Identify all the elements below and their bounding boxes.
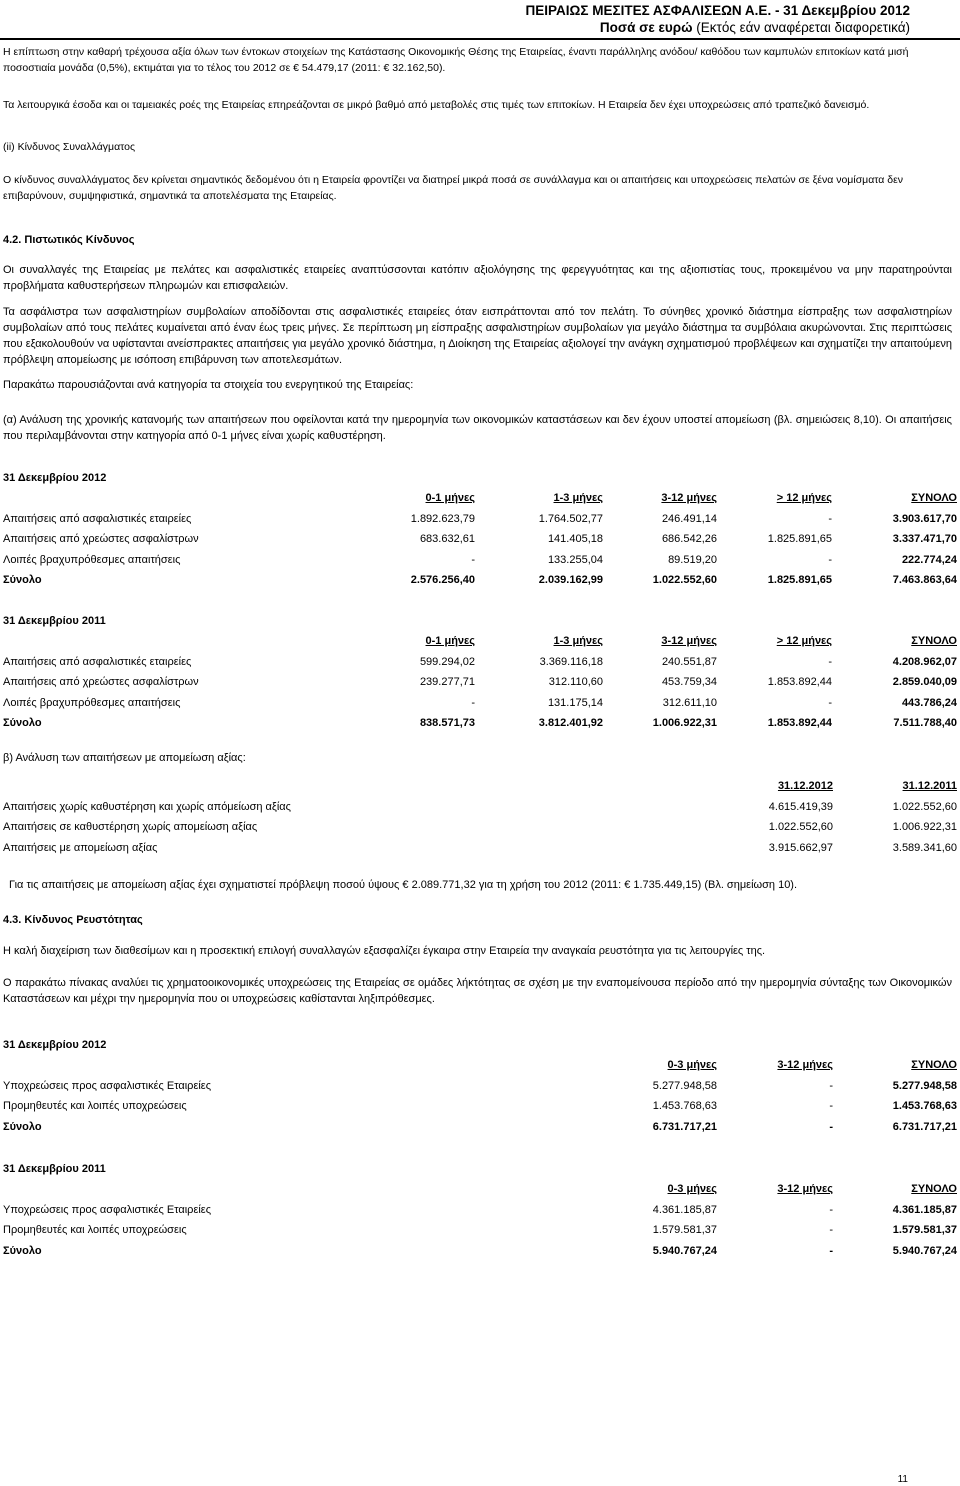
total-row xyxy=(3,570,957,591)
col-header xyxy=(693,776,833,797)
table-cell: 1.453.768,63 xyxy=(652,1100,717,1113)
col-header xyxy=(475,488,603,509)
table-row xyxy=(3,652,957,673)
table-cell: 5.277.948,58 xyxy=(892,1079,957,1092)
col-header xyxy=(832,631,957,652)
table-cell: 133.255,04 xyxy=(547,553,603,566)
table-cell: 2.859.040,09 xyxy=(892,676,957,689)
table-cell: 1.022.552,60 xyxy=(892,800,957,813)
col-header xyxy=(503,1055,717,1076)
col-header-label: 1-3 μήνες xyxy=(553,492,603,505)
col-header xyxy=(603,631,717,652)
col-header-label: 3-12 μήνες xyxy=(661,635,717,648)
table-cell: 1.853.892,44 xyxy=(767,676,832,689)
table-cell: 3.903.617,70 xyxy=(892,512,957,525)
fx-risk-heading: (ii) Κίνδυνος Συναλλάγματος xyxy=(3,141,136,153)
table-cell: 838.571,73 xyxy=(419,717,475,730)
table-cell: - xyxy=(828,553,832,566)
liquidity-2011-table xyxy=(3,1179,957,1261)
row-label: Λοιπές βραχυπρόθεσμες απαιτήσεις xyxy=(3,553,181,566)
col-header-label: 31.12.2011 xyxy=(902,780,957,793)
col-header xyxy=(833,1179,957,1200)
col-header xyxy=(603,488,717,509)
table-cell: 5.277.948,58 xyxy=(652,1079,717,1092)
table-cell: 3.337.471,70 xyxy=(892,533,957,546)
table-cell: 3.812.401,92 xyxy=(538,717,603,730)
header-rule xyxy=(0,38,960,40)
table-cell: 1.022.552,60 xyxy=(768,821,833,834)
table-cell: 239.277,71 xyxy=(419,676,475,689)
table-cell: 312.110,60 xyxy=(548,676,603,689)
col-header xyxy=(717,1179,833,1200)
col-header-label: > 12 μήνες xyxy=(776,492,832,505)
col-header-label: 3-12 μήνες xyxy=(777,1059,833,1072)
fx-risk-paragraph: Ο κίνδυνος συναλλάγματος δεν κρίνεται σημαντικός δεδομένου ότι η Εταιρεία φροντίζει να διατηρεί μικρά ποσά σε συνάλλαγμα και οι απαιτήσεις και υποχρεώσεις πελατών σε ξένα νομίσματα δεν επιβαρύνουν, συμψηφιστικά, σημαντικά τα αποτελέσματα της Εταιρείας. xyxy=(3,174,904,202)
table-row xyxy=(3,817,957,838)
col-header-label: 0-3 μήνες xyxy=(667,1059,717,1072)
table-cell: 1.825.891,65 xyxy=(767,533,832,546)
liquidity-paragraph-1: Η καλή διαχείριση των διαθεσίμων και η προσεκτική επιλογή συναλλαγών εξασφαλίζει έγκαιρα στην Εταιρεία την αναγκαία ρευστότητα για τις λειτουργίες της. xyxy=(3,945,766,957)
table-cell: - xyxy=(829,1100,833,1113)
table-row xyxy=(3,1220,957,1241)
table-cell: 599.294,02 xyxy=(419,655,475,668)
table-cell: 4.615.419,39 xyxy=(768,800,833,813)
row-label: Προμηθευτές και λοιπές υποχρεώσεις xyxy=(3,1224,187,1237)
row-label: Απαιτήσεις από ασφαλιστικές εταιρείες xyxy=(3,655,192,668)
row-label: Απαιτήσεις χωρίς καθυστέρηση και χωρίς απόμείωση αξίας xyxy=(3,800,291,813)
table-cell: 1.825.891,65 xyxy=(767,574,832,587)
liquidity-paragraph-2: Ο παρακάτω πίνακας αναλύει τις χρηματοοικονομικές υποχρεώσεις της Εταιρείας σε ομάδες λήκτότητας σε σχέση με την εναπομείνουσα περίοδο από την ημερομηνία σύνταξης των Οικονομικών Καταστάσεων και μέχρι την ημερομηνία που οι υποχρεώσεις καθίστανται ληξιπρόθεσμες. xyxy=(3,977,952,1005)
table-header-row xyxy=(3,488,957,509)
table-cell xyxy=(3,776,693,797)
table-cell: 5.940.767,24 xyxy=(652,1244,717,1257)
table-header-row xyxy=(3,1055,957,1076)
col-header xyxy=(503,1179,717,1200)
table-cell: 1.006.922,31 xyxy=(892,821,957,834)
table-cell: 686.542,26 xyxy=(661,533,717,546)
table-row xyxy=(3,693,957,714)
table-cell: 5.940.767,24 xyxy=(892,1244,957,1257)
table-cell: - xyxy=(828,655,832,668)
page-number: 11 xyxy=(897,1474,908,1485)
table-cell: 1.853.892,44 xyxy=(767,717,832,730)
credit-2011-table xyxy=(3,631,957,734)
col-header-label: 0-1 μήνες xyxy=(425,492,475,505)
row-label: Λοιπές βραχυπρόθεσμες απαιτήσεις xyxy=(3,696,181,709)
credit-risk-paragraph-2: Τα ασφάλιστρα των ασφαλιστηρίων συμβολαίων αποδίδονται στις ασφαλιστικές εταιρείες όταν εισπράττονται από τον πελάτη. Το σύνηθες χρονικό διάστημα είσπραξης των ασφαλιστηρίων συμβολαίων από τους πελάτες κυμαίνεται από έναν έως τρεις μήνες. Σε περίπτωση μη είσπραξης ασφαλιστηρίων συμβολαίων για μεγάλο διάστημα τα συμβόλαια ακυρώνονται. Στις περιπτώσεις που εξακολουθούν να υφίστανται ανείσπρακτες απαιτήσεις για μεγάλο χρονικό διάστημα, η Διοίκηση της Εταιρείας αξιολογεί την ανάγκη σχηματισμού προβλέψεων και σχηματίζει την απαιτούμενη πρόβλεψη απομείωσης με ισόποση επιβάρυνση των αποτελεσμάτων. xyxy=(3,306,952,366)
table-cell: 7.511.788,40 xyxy=(893,717,957,730)
table-cell: 1.022.552,60 xyxy=(652,574,717,587)
credit-risk-paragraph-1: Οι συναλλαγές της Εταιρείας με πελάτες και ασφαλιστικές εταιρείες αναπτύσσονται κατόπιν αξιολόγησης της φερεγγυότητας και της αξιοπιστίας τους, προκειμένου να μην παρατηρούνται προβλήματα καθυστερήσεων πληρωμών και επισφαλειών. xyxy=(3,264,952,292)
table-cell: - xyxy=(471,696,475,709)
table-cell: 453.759,34 xyxy=(661,676,717,689)
table-cell: 1.453.768,63 xyxy=(892,1100,957,1113)
col-header xyxy=(833,1055,957,1076)
table-row xyxy=(3,838,957,859)
row-label: Υποχρεώσεις προς ασφαλιστικές Εταιρείες xyxy=(3,1203,211,1216)
col-header xyxy=(833,776,957,797)
table-header-row xyxy=(3,1179,957,1200)
col-header-label: 0-1 μήνες xyxy=(425,635,475,648)
credit-2012-table xyxy=(3,488,957,591)
credit-2011-heading: 31 Δεκεμβρίου 2011 xyxy=(3,615,106,627)
assets-intro: Παρακάτω παρουσιάζονται ανά κατηγορία τα στοιχεία του ενεργητικού της Εταιρείας: xyxy=(3,379,414,391)
table-cell: 2.576.256,40 xyxy=(410,574,475,587)
table-cell: 131.175,14 xyxy=(547,696,603,709)
col-header xyxy=(717,488,832,509)
table-cell xyxy=(3,631,338,652)
table-cell: - xyxy=(829,1079,833,1092)
col-header-label: 3-12 μήνες xyxy=(777,1183,833,1196)
aging-analysis-intro: (α) Ανάλυση της χρονικής κατανομής των απαιτήσεων που οφείλονται κατά την ημερομηνία των οικονομικών καταστάσεων και δεν έχουν υποστεί απομείωση (βλ. σημειώσεις 8,10). Οι απαιτήσεις που περιλαμβάνονται στην κατηγορία από 0-1 μήνες είναι χωρίς καθυστέρηση. xyxy=(3,414,952,442)
table-cell: 4.361.185,87 xyxy=(652,1203,717,1216)
impairment-table xyxy=(3,776,957,858)
table-cell: 246.491,14 xyxy=(661,512,717,525)
table-cell: 443.786,24 xyxy=(901,696,957,709)
row-label: Σύνολο xyxy=(3,574,42,587)
row-label: Σύνολο xyxy=(3,1244,42,1257)
table-cell: 2.039.162,99 xyxy=(538,574,603,587)
col-header-label: ΣΥΝΟΛΟ xyxy=(911,635,957,648)
row-label: Απαιτήσεις από χρεώστες ασφαλίστρων xyxy=(3,533,199,546)
table-cell: 6.731.717,21 xyxy=(652,1120,717,1133)
col-header-label: ΣΥΝΟΛΟ xyxy=(911,492,957,505)
table-cell: - xyxy=(471,553,475,566)
table-cell: 3.369.116,18 xyxy=(539,655,603,668)
col-header-label: > 12 μήνες xyxy=(776,635,832,648)
row-label: Απαιτήσεις από χρεώστες ασφαλίστρων xyxy=(3,676,199,689)
table-cell: 6.731.717,21 xyxy=(892,1120,957,1133)
col-header-label: ΣΥΝΟΛΟ xyxy=(911,1183,957,1196)
table-cell: 7.463.863,64 xyxy=(892,574,957,587)
row-label: Απαιτήσεις σε καθυστέρηση χωρίς απομείωση αξίας xyxy=(3,821,258,834)
table-cell: 3.915.662,97 xyxy=(768,841,833,854)
row-label: Σύνολο xyxy=(3,717,42,730)
table-header-row xyxy=(3,631,957,652)
table-cell: 1.579.581,37 xyxy=(892,1224,957,1237)
table-cell: 89.519,20 xyxy=(668,553,717,566)
currency-note-bold: Ποσά σε ευρώ xyxy=(599,20,693,35)
impairment-heading: β) Ανάλυση των απαιτήσεων με απομείωση αξίας: xyxy=(3,752,246,764)
table-row xyxy=(3,1076,957,1097)
table-cell: - xyxy=(829,1203,833,1216)
col-header xyxy=(475,631,603,652)
table-row xyxy=(3,797,957,818)
total-row xyxy=(3,1241,957,1262)
total-row xyxy=(3,1117,957,1138)
table-cell: 3.589.341,60 xyxy=(892,841,957,854)
table-cell: 240.551,87 xyxy=(661,655,717,668)
table-row xyxy=(3,529,957,550)
table-cell: - xyxy=(828,696,832,709)
col-header-label: 3-12 μήνες xyxy=(661,492,717,505)
table-header-row xyxy=(3,776,957,797)
report-title: ΠΕΙΡΑΙΩΣ ΜΕΣΙΤΕΣ ΑΣΦΑΛΙΣΕΩΝ Α.Ε. - 31 Δεκεμβρίου 2012 xyxy=(525,3,910,18)
col-header-label: 31.12.2012 xyxy=(777,780,833,793)
col-header xyxy=(338,631,475,652)
col-header-label: 1-3 μήνες xyxy=(553,635,603,648)
liquidity-2012-heading: 31 Δεκεμβρίου 2012 xyxy=(3,1039,107,1051)
table-cell: 1.579.581,37 xyxy=(652,1224,717,1237)
credit-2012-heading: 31 Δεκεμβρίου 2012 xyxy=(3,472,107,484)
table-cell: 683.632,61 xyxy=(419,533,475,546)
table-cell: 141.405,18 xyxy=(547,533,603,546)
table-cell xyxy=(3,1055,503,1076)
currency-note xyxy=(526,19,910,36)
table-cell: - xyxy=(828,512,832,525)
table-row xyxy=(3,672,957,693)
col-header xyxy=(717,1055,833,1076)
table-cell xyxy=(3,1179,503,1200)
currency-note-rest: (Εκτός εάν αναφέρεται διαφορετικά) xyxy=(692,20,910,35)
table-cell: - xyxy=(829,1120,833,1133)
page-header xyxy=(526,2,910,36)
row-label: Απαιτήσεις από ασφαλιστικές εταιρείες xyxy=(3,512,192,525)
col-header xyxy=(717,631,832,652)
col-header-label: ΣΥΝΟΛΟ xyxy=(911,1059,957,1072)
table-row xyxy=(3,550,957,571)
table-cell: - xyxy=(829,1224,833,1237)
interest-impact-paragraph: Η επίπτωση στην καθαρή τρέχουσα αξία όλων των έντοκων στοιχείων της Κατάστασης Οικονομικής Θέσης της Εταιρείας, έναντι παράλληλης ανόδου/ καθόδου των καμπυλών επιτοκίων κατά μισή ποσοστιαία μονάδα (0,5%), εκτιμάται για το τέλος του 2012 σε € 54.479,17 (2011: € 32.162,50). xyxy=(3,46,909,74)
row-label: Σύνολο xyxy=(3,1120,42,1133)
liquidity-2011-heading: 31 Δεκεμβρίου 2011 xyxy=(3,1163,106,1175)
col-header xyxy=(832,488,957,509)
row-label: Υποχρεώσεις προς ασφαλιστικές Εταιρείες xyxy=(3,1079,211,1092)
table-cell: 4.208.962,07 xyxy=(892,655,957,668)
row-label: Προμηθευτές και λοιπές υποχρεώσεις xyxy=(3,1100,187,1113)
impairment-provision-note: Για τις απαιτήσεις με απομείωση αξίας έχει σχηματιστεί πρόβλεψη ποσού ύψους € 2.089.771,32 για τη χρήση του 2012 (2011: € 1.735.449,15) (Βλ. σημείωση 10). xyxy=(9,879,798,891)
table-cell: 312.611,10 xyxy=(662,696,717,709)
table-row xyxy=(3,1096,957,1117)
table-cell: 1.764.502,77 xyxy=(538,512,603,525)
table-cell: 222.774,24 xyxy=(901,553,957,566)
table-cell: - xyxy=(829,1244,833,1257)
total-row xyxy=(3,713,957,734)
credit-risk-heading: 4.2. Πιστωτικός Κίνδυνος xyxy=(3,234,135,246)
liquidity-risk-heading: 4.3. Κίνδυνος Ρευστότητας xyxy=(3,914,143,926)
table-row xyxy=(3,509,957,530)
col-header xyxy=(338,488,475,509)
table-cell: 1.006.922,31 xyxy=(652,717,717,730)
table-row xyxy=(3,1200,957,1221)
table-cell xyxy=(3,488,338,509)
operating-income-paragraph: Τα λειτουργικά έσοδα και οι ταμειακές ροές της Εταιρείας επηρεάζονται σε μικρό βαθμό από μεταβολές στις τιμές των επιτοκίων. Η Εταιρεία δεν έχει υποχρεώσεις από τραπεζικό δανεισμό. xyxy=(3,99,870,111)
table-cell: 1.892.623,79 xyxy=(410,512,475,525)
row-label: Απαιτήσεις με απομείωση αξίας xyxy=(3,841,158,854)
liquidity-2012-table xyxy=(3,1055,957,1137)
col-header-label: 0-3 μήνες xyxy=(667,1183,717,1196)
table-cell: 4.361.185,87 xyxy=(892,1203,957,1216)
